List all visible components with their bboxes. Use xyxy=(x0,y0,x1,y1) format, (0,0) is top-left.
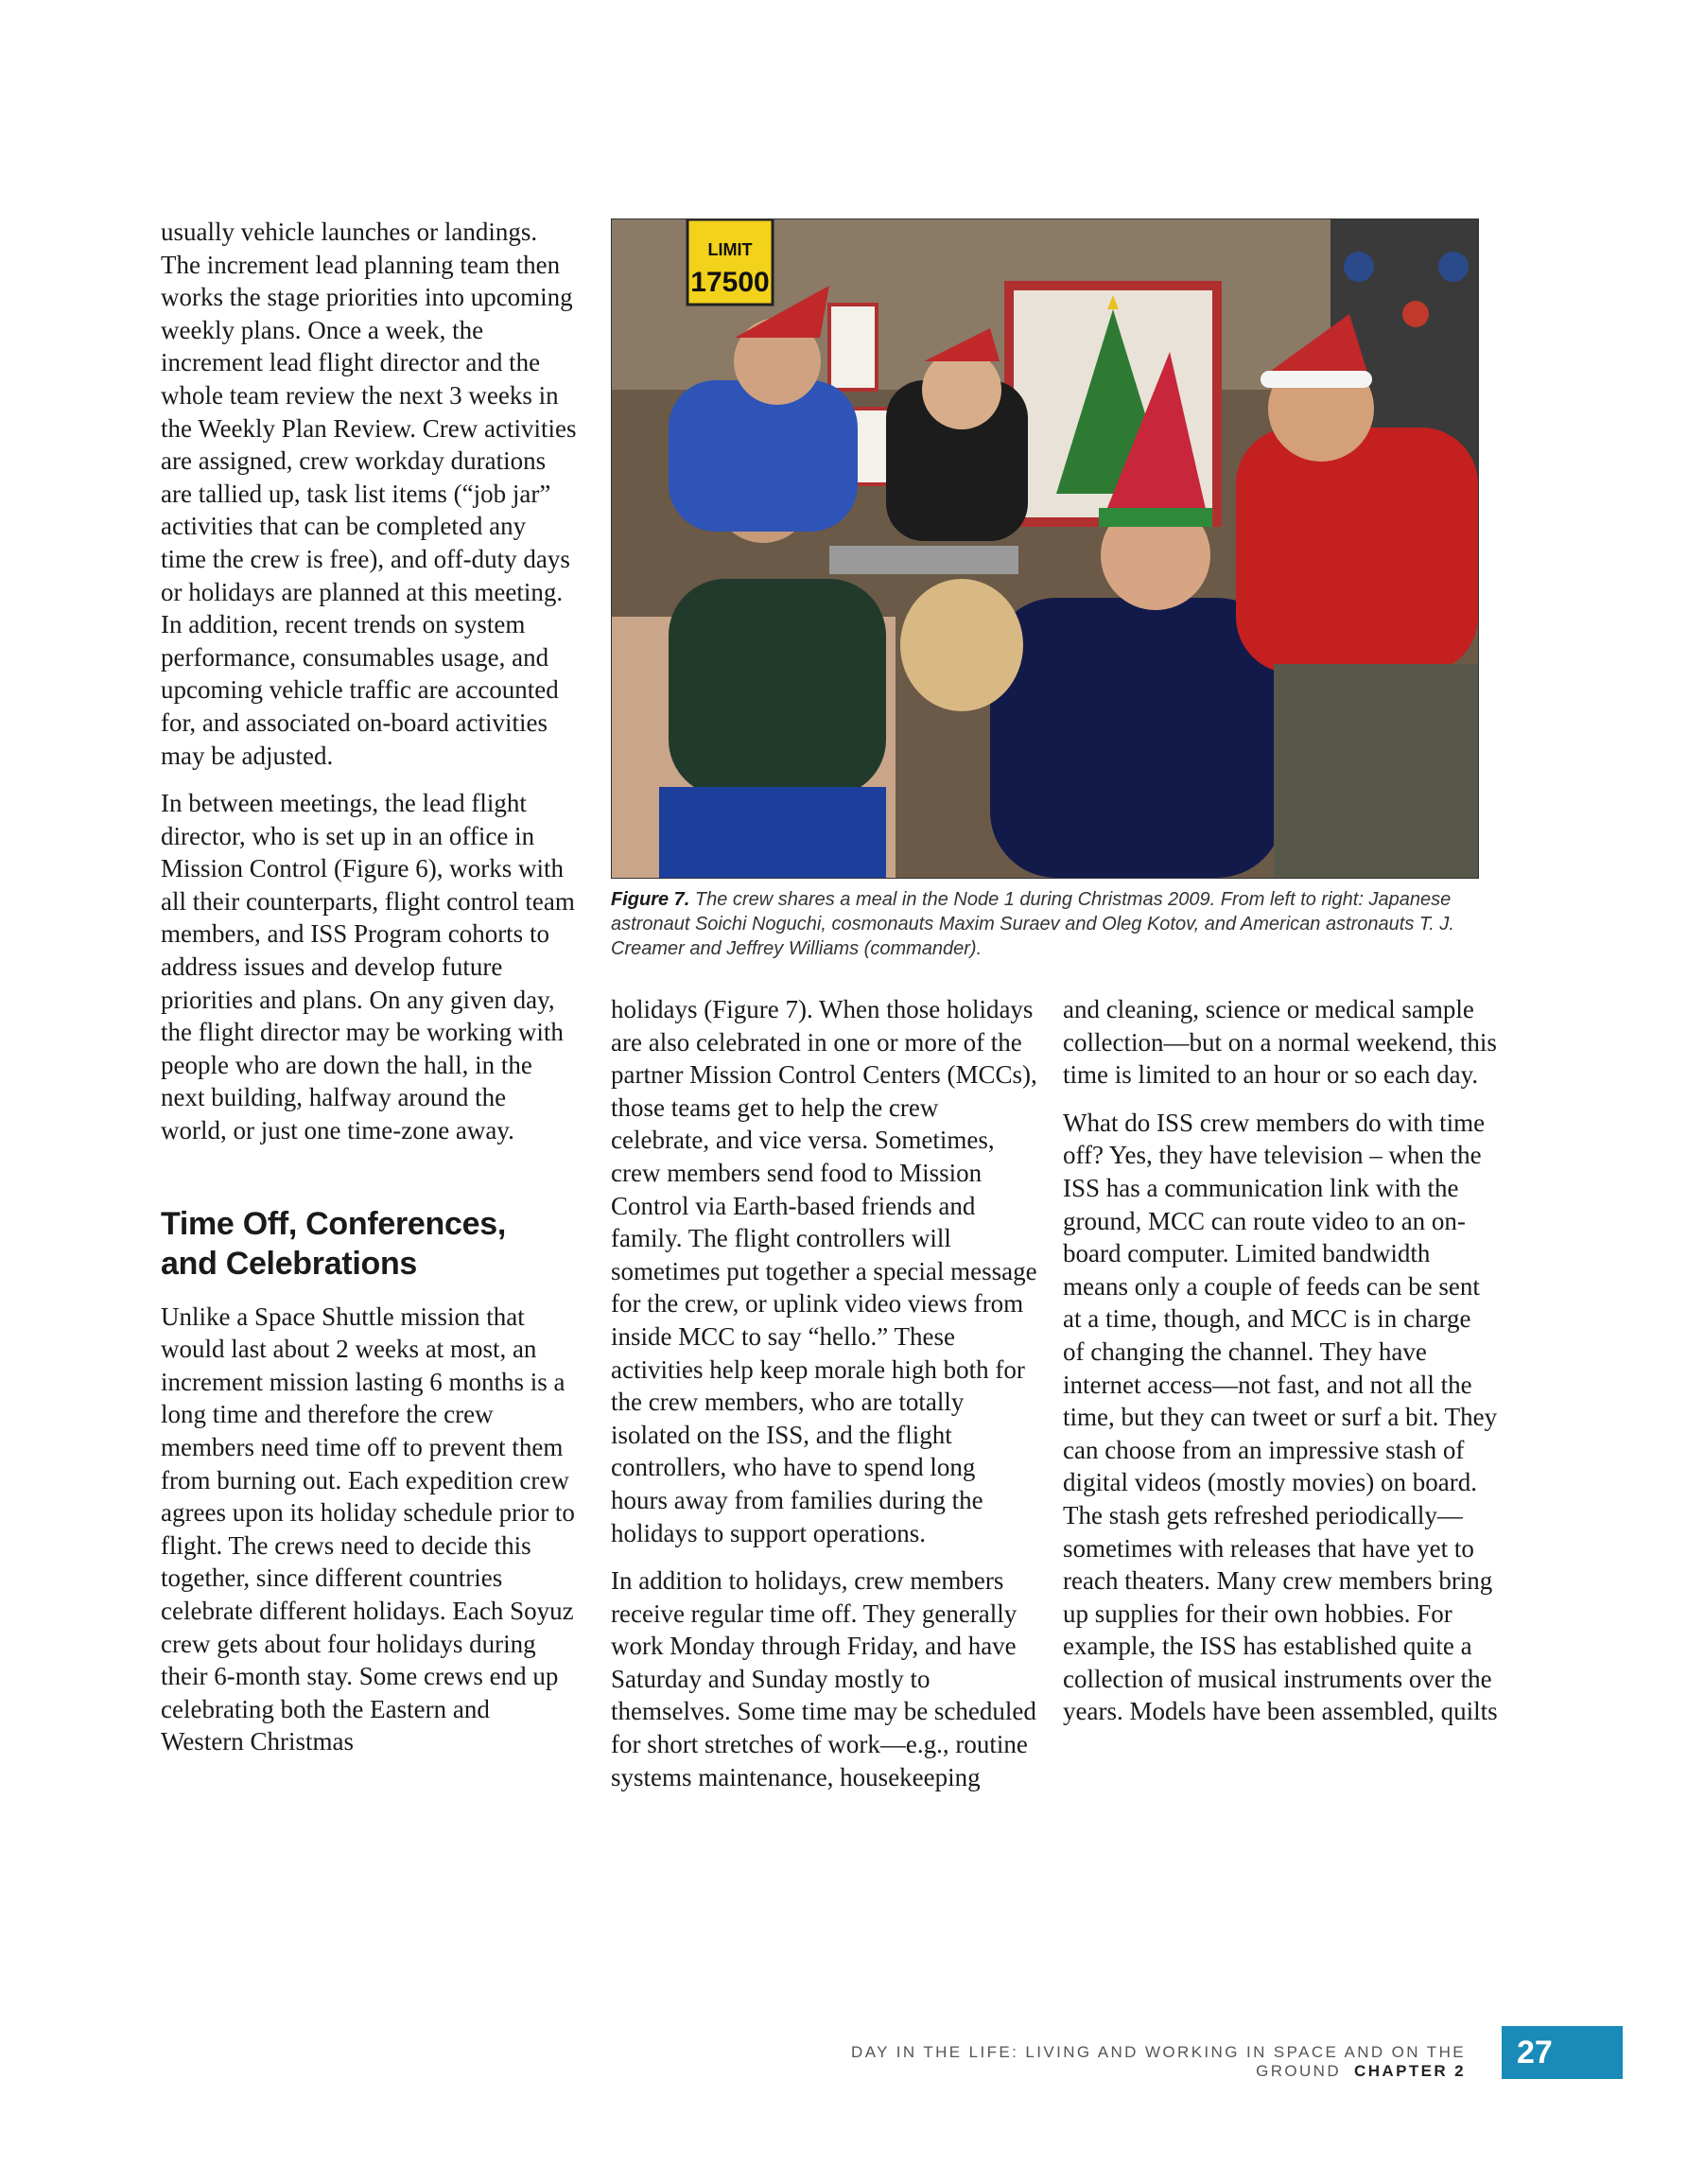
crew-member-pants xyxy=(659,787,886,878)
mission-patch xyxy=(1402,301,1429,327)
stocking xyxy=(829,305,877,390)
body-paragraph: In between meetings, the lead flight director, who is set up in an office in Mission Control (Figure 6), works with all their counterparts, flight control team members, and ISS Program cohorts to address issues and develop future priorities and plans. On any given day, the flight director may be working with people who are down the hall, in the next building, halfway around the world, or just one time-zone away. xyxy=(161,789,575,1145)
figure-caption-text: The crew shares a meal in the Node 1 during Christmas 2009. From left to right: Japanese astronaut Soichi Noguchi, cosmonauts Maxim Suraev and Oleg Kotov, and American astronauts T. J. Creamer and Jeffrey Williams (commander). xyxy=(611,889,1454,959)
page-number: 27 xyxy=(1502,2026,1623,2079)
figure-caption xyxy=(611,887,1462,961)
body-paragraph: What do ISS crew members do with time off? Yes, they have television – when the ISS has a communication link with the ground, MCC can route video to an on-board computer. Limited bandwidth means only a couple of feeds can be sent at a time, though, and MCC is in charge of changing the channel. They have internet access—not fast, and not all the time, but they can tweet or surf a bit. They can choose from an impressive stash of digital videos (mostly movies) on board. The stash gets refreshed periodically—sometimes with releases that have yet to reach theaters. Many crew members bring up supplies for their own hobbies. For example, the ISS has established quite a collection of musical instruments over the years. Models have been assembled, quilts xyxy=(1063,1108,1498,1726)
section-heading-line: Time Off, Conferences, xyxy=(161,1205,506,1242)
body-paragraph: Unlike a Space Shuttle mission that would last about 2 weeks at most, an increment mission lasting 6 months is a long time and therefore the crew members need time off to prevent them from burning out. Each expedition crew agrees upon its holiday schedule prior to flight. The crews need to decide this together, since different countries celebrate different holidays. Each Soyuz crew gets about four holidays during their 6-month stay. Some crews end up celebrating both the Eastern and Western Christmas xyxy=(161,1302,575,1756)
chapter-label: CHAPTER 2 xyxy=(1354,2062,1466,2080)
middle-text-column xyxy=(611,993,1038,1808)
right-text-column xyxy=(1063,993,1498,1743)
figure-label: Figure 7. xyxy=(611,889,690,910)
crew-member-body xyxy=(669,380,858,532)
crew-member-body xyxy=(1236,428,1478,673)
body-paragraph: usually vehicle launches or landings. The increment lead planning team then works the stage priorities into upcoming weekly plans. Once a week, the increment lead flight director and the whole team review the next 3 weeks in the Weekly Plan Review. Crew activities are assigned, crew workday durations are tallied up, task list items (“job jar” activities that can be completed any time the crew is free), and off-duty days or holidays are planned at this meeting. In addition, recent trends on system performance, consumables usage, and upcoming vehicle traffic are accounted for, and associated on-board activities may be adjusted. xyxy=(161,218,577,770)
figure-photo xyxy=(611,218,1479,879)
running-title: DAY IN THE LIFE: LIVING AND WORKING IN SPACE AND ON THE GROUND xyxy=(851,2043,1466,2080)
crew-christmas-photo xyxy=(612,219,1478,878)
section-heading-line: and Celebrations xyxy=(161,1245,418,1282)
body-paragraph: holidays (Figure 7). When those holidays are also celebrated in one or more of the partner Mission Control Centers (MCCs), those teams get to help the crew celebrate, and vice versa. Sometimes, crew members send food to Mission Control via Earth-based friends and family. The flight controllers will sometimes put together a special message for the crew, or uplink video views from inside MCC to say “hello.” These activities help keep morale high both for the crew members, who are totally isolated on the ISS, and the flight controllers, who have to spend long hours away from families during the holidays to support operations. xyxy=(611,995,1037,1547)
mission-patch xyxy=(1438,252,1469,282)
food-table xyxy=(829,546,1018,574)
crew-member-body xyxy=(669,579,886,796)
section-heading xyxy=(161,1204,577,1284)
mission-patch xyxy=(1344,252,1374,282)
body-paragraph: In addition to holidays, crew members receive regular time off. They generally work Monday through Friday, and have Saturday and Sunday mostly to themselves. Some time may be scheduled for short stretches of work—e.g., routine systems maintenance, housekeeping xyxy=(611,1566,1036,1791)
elf-hat-band xyxy=(1099,508,1212,527)
crew-member-body xyxy=(990,598,1283,878)
running-footer xyxy=(662,2043,1466,2081)
sign-text: 17500 xyxy=(690,267,770,298)
left-text-column xyxy=(161,216,577,1773)
santa-hat-trim xyxy=(1261,371,1372,388)
food-bag xyxy=(900,579,1023,711)
body-paragraph: and cleaning, science or medical sample collection—but on a normal weekend, this time is limited to an hour or so each day. xyxy=(1063,995,1497,1090)
sign-text: LIMIT xyxy=(707,240,753,259)
crew-member-pants xyxy=(1274,664,1478,878)
crew-member-face xyxy=(922,350,1001,429)
